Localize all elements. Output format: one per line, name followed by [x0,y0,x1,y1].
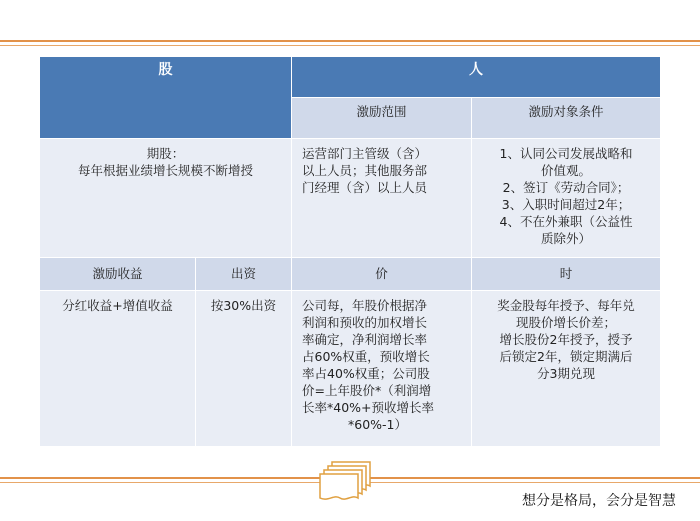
criteria-line: 2、签订《劳动合同》； [502,180,630,195]
price-line: 率占40%权重；公司股 [302,366,430,381]
price-line: 占60%权重，预收增长 [302,349,430,364]
price-line: 利润和预收的加权增长 [302,315,428,330]
criteria-line: 质除外） [540,231,591,246]
header-price [292,258,472,291]
price-line: 长率*40%+预收增长率 [302,400,435,415]
header-income [40,258,196,291]
scope-line: 门经理（含）以上人员 [302,180,428,195]
invest-text: 按30%出资 [210,298,277,313]
time-line: 分3期兑现 [537,366,595,381]
income-cell [40,291,196,447]
scope-line: 以上人员；其他服务部 [302,163,428,178]
scope-cell [292,139,472,258]
price-line: 率确定，净利润增长率 [302,332,428,347]
header-time-label: 时 [559,266,573,281]
header-price-label: 价 [375,266,388,281]
price-line: 价=上年股价*（利润增 [302,383,432,398]
stacked-documents-icon [318,460,376,504]
criteria-line: 价值观。 [540,163,591,178]
criteria-line: 4、不在外兼职（公益性 [499,214,633,229]
header-ren [292,57,661,98]
header-scope-label: 激励范围 [356,104,407,119]
header-criteria [472,98,661,139]
header-time [472,258,661,291]
price-cell [292,291,472,447]
header-gu-label: 股 [158,62,173,78]
top-rule-thin [0,45,700,46]
header-ren-label: 人 [469,62,483,78]
time-line: 现股价增长价差； [515,315,616,330]
scope-line: 运营部门主管级（含） [302,146,428,161]
criteria-cell [472,139,661,258]
header-criteria-label: 激励对象条件 [528,104,604,119]
incentive-table [40,57,661,447]
option-cell [40,139,292,258]
time-line: 后锁定2年，锁定期满后 [499,349,633,364]
time-cell [472,291,661,447]
footer-slogan: 想分是格局，会分是智慧 [522,493,676,509]
time-line: 奖金股每年授予、每年兑 [497,298,635,313]
option-title: 期股： [146,146,185,161]
option-desc: 每年根据业绩增长规模不断增授 [77,163,253,178]
time-line: 增长股份2年授予，授予 [499,332,633,347]
price-line: 公司每，年股价根据净 [302,298,428,313]
invest-cell [196,291,292,447]
header-gu [40,57,292,139]
criteria-line: 1、认同公司发展战略和 [499,146,633,161]
price-line: *60%-1） [348,417,407,432]
top-rule [0,40,700,42]
header-invest [196,258,292,291]
header-scope [292,98,472,139]
header-invest-label: 出资 [230,266,256,281]
criteria-line: 3、入职时间超过2年； [501,197,631,212]
income-text: 分红收益+增值收益 [62,298,173,313]
header-income-label: 激励收益 [92,266,143,281]
